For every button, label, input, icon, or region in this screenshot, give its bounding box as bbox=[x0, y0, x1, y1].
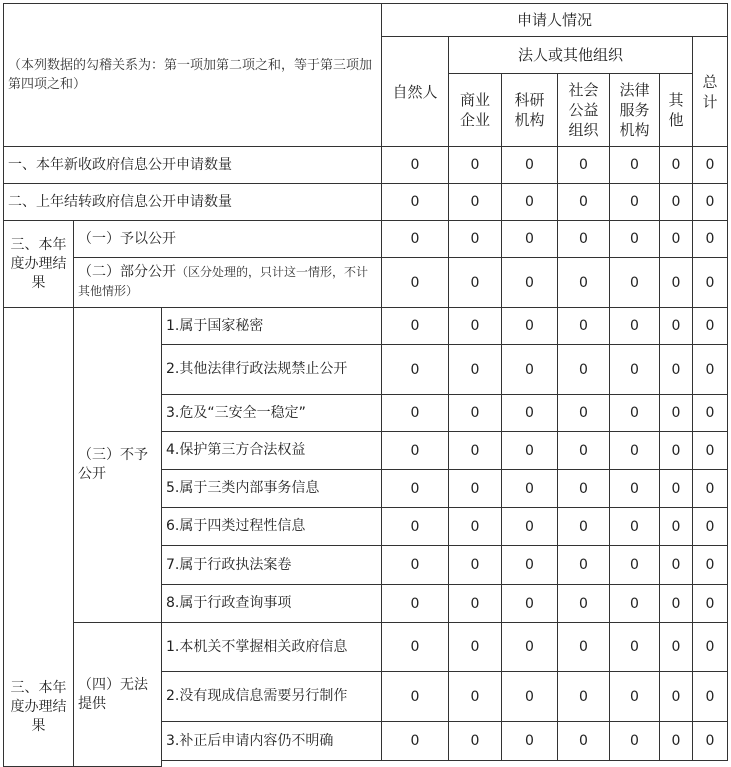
value-cell: 0 bbox=[609, 545, 660, 585]
value-cell: 0 bbox=[659, 307, 693, 345]
value-cell: 0 bbox=[501, 622, 558, 672]
row-3c5-label: 5.属于三类内部事务信息 bbox=[161, 469, 382, 508]
value-cell: 0 bbox=[381, 469, 449, 508]
value-cell: 0 bbox=[448, 220, 502, 258]
value-cell: 0 bbox=[448, 431, 502, 470]
sub3d-label: （四）无法提供 bbox=[73, 622, 162, 767]
value-cell: 0 bbox=[501, 394, 558, 432]
value-cell: 0 bbox=[448, 545, 502, 585]
header-applicant-info: 申请人情况 bbox=[381, 3, 728, 37]
value-cell: 0 bbox=[692, 220, 728, 258]
value-cell: 0 bbox=[692, 431, 728, 470]
value-cell: 0 bbox=[692, 257, 728, 308]
value-cell: 0 bbox=[448, 507, 502, 546]
value-cell: 0 bbox=[609, 671, 660, 722]
row-partial-label-main: （二）部分公开 bbox=[78, 264, 176, 280]
value-cell: 0 bbox=[381, 507, 449, 546]
value-cell: 0 bbox=[448, 469, 502, 508]
value-cell: 0 bbox=[381, 183, 449, 221]
value-cell: 0 bbox=[557, 622, 610, 672]
header-social: 社会公益组织 bbox=[557, 73, 610, 147]
value-cell: 0 bbox=[501, 307, 558, 345]
sub3c-label: （三）不予公开 bbox=[73, 307, 162, 623]
value-cell: 0 bbox=[381, 257, 449, 308]
value-cell: 0 bbox=[659, 257, 693, 308]
value-cell: 0 bbox=[381, 545, 449, 585]
value-cell: 0 bbox=[692, 622, 728, 672]
value-cell: 0 bbox=[557, 545, 610, 585]
value-cell: 0 bbox=[557, 394, 610, 432]
value-cell: 0 bbox=[501, 183, 558, 221]
row-3d1-label: 1.本机关不掌握相关政府信息 bbox=[161, 622, 382, 672]
value-cell: 0 bbox=[692, 146, 728, 184]
value-cell: 0 bbox=[659, 507, 693, 546]
row-3c2-label: 2.其他法律行政法规禁止公开 bbox=[161, 344, 382, 395]
value-cell: 0 bbox=[659, 584, 693, 623]
value-cell: 0 bbox=[448, 183, 502, 221]
value-cell: 0 bbox=[381, 721, 449, 761]
value-cell: 0 bbox=[692, 671, 728, 722]
value-cell: 0 bbox=[659, 220, 693, 258]
value-cell: 0 bbox=[609, 220, 660, 258]
header-legal-service: 法律服务机构 bbox=[609, 73, 660, 147]
value-cell: 0 bbox=[609, 394, 660, 432]
value-cell: 0 bbox=[692, 469, 728, 508]
value-cell: 0 bbox=[381, 671, 449, 722]
value-cell: 0 bbox=[557, 344, 610, 395]
value-cell: 0 bbox=[609, 584, 660, 623]
row-new-applications-label: 一、本年新收政府信息公开申请数量 bbox=[3, 146, 382, 184]
value-cell: 0 bbox=[501, 545, 558, 585]
row-3c6-label: 6.属于四类过程性信息 bbox=[161, 507, 382, 546]
value-cell: 0 bbox=[501, 431, 558, 470]
value-cell: 0 bbox=[448, 584, 502, 623]
value-cell: 0 bbox=[501, 469, 558, 508]
value-cell: 0 bbox=[501, 220, 558, 258]
value-cell: 0 bbox=[381, 431, 449, 470]
group3-label-bottom: 三、本年度办理结果 bbox=[3, 307, 74, 767]
value-cell: 0 bbox=[692, 584, 728, 623]
group3-label-top: 三、本年度办理结果 bbox=[3, 220, 74, 308]
header-total: 总计 bbox=[692, 36, 728, 147]
header-research: 科研机构 bbox=[501, 73, 558, 147]
value-cell: 0 bbox=[448, 307, 502, 345]
value-cell: 0 bbox=[692, 545, 728, 585]
value-cell: 0 bbox=[381, 146, 449, 184]
value-cell: 0 bbox=[501, 146, 558, 184]
value-cell: 0 bbox=[659, 721, 693, 761]
row-carryover-label: 二、上年结转政府信息公开申请数量 bbox=[3, 183, 382, 221]
row-3d3-label: 3.补正后申请内容仍不明确 bbox=[161, 721, 382, 761]
value-cell: 0 bbox=[448, 344, 502, 395]
value-cell: 0 bbox=[448, 622, 502, 672]
value-cell: 0 bbox=[557, 307, 610, 345]
value-cell: 0 bbox=[501, 721, 558, 761]
value-cell: 0 bbox=[501, 257, 558, 308]
value-cell: 0 bbox=[557, 507, 610, 546]
header-other: 其他 bbox=[659, 73, 693, 147]
value-cell: 0 bbox=[381, 344, 449, 395]
value-cell: 0 bbox=[659, 622, 693, 672]
value-cell: 0 bbox=[448, 721, 502, 761]
value-cell: 0 bbox=[501, 344, 558, 395]
value-cell: 0 bbox=[609, 622, 660, 672]
value-cell: 0 bbox=[381, 220, 449, 258]
row-3c7-label: 7.属于行政执法案卷 bbox=[161, 545, 382, 585]
value-cell: 0 bbox=[609, 431, 660, 470]
value-cell: 0 bbox=[381, 307, 449, 345]
value-cell: 0 bbox=[609, 344, 660, 395]
value-cell: 0 bbox=[501, 584, 558, 623]
value-cell: 0 bbox=[557, 584, 610, 623]
value-cell: 0 bbox=[448, 257, 502, 308]
value-cell: 0 bbox=[501, 507, 558, 546]
value-cell: 0 bbox=[659, 183, 693, 221]
value-cell: 0 bbox=[381, 394, 449, 432]
value-cell: 0 bbox=[609, 146, 660, 184]
value-cell: 0 bbox=[448, 146, 502, 184]
row-3d2-label: 2.没有现成信息需要另行制作 bbox=[161, 671, 382, 722]
value-cell: 0 bbox=[501, 671, 558, 722]
value-cell: 0 bbox=[659, 545, 693, 585]
row-3c8-label: 8.属于行政查询事项 bbox=[161, 584, 382, 623]
value-cell: 0 bbox=[692, 394, 728, 432]
value-cell: 0 bbox=[609, 721, 660, 761]
value-cell: 0 bbox=[692, 721, 728, 761]
value-cell: 0 bbox=[557, 220, 610, 258]
value-cell: 0 bbox=[557, 257, 610, 308]
value-cell: 0 bbox=[609, 469, 660, 508]
row-3c4-label: 4.保护第三方合法权益 bbox=[161, 431, 382, 470]
row-disclosed-label: （一）予以公开 bbox=[73, 220, 382, 258]
value-cell: 0 bbox=[659, 469, 693, 508]
value-cell: 0 bbox=[659, 394, 693, 432]
row-partial-label bbox=[73, 257, 382, 308]
value-cell: 0 bbox=[692, 307, 728, 345]
value-cell: 0 bbox=[659, 671, 693, 722]
value-cell: 0 bbox=[448, 671, 502, 722]
value-cell: 0 bbox=[557, 469, 610, 508]
row-3c1-label: 1.属于国家秘密 bbox=[161, 307, 382, 345]
value-cell: 0 bbox=[609, 307, 660, 345]
value-cell: 0 bbox=[659, 344, 693, 395]
value-cell: 0 bbox=[609, 183, 660, 221]
header-note bbox=[3, 3, 382, 147]
value-cell: 0 bbox=[609, 257, 660, 308]
header-legal-org: 法人或其他组织 bbox=[448, 36, 693, 74]
value-cell: 0 bbox=[381, 622, 449, 672]
value-cell: 0 bbox=[557, 671, 610, 722]
header-natural-person: 自然人 bbox=[381, 36, 449, 147]
header-note-text: （本列数据的勾稽关系为：第一项加第二项之和，等于第三项加第四项之和） bbox=[8, 58, 373, 92]
value-cell: 0 bbox=[692, 507, 728, 546]
value-cell: 0 bbox=[659, 146, 693, 184]
value-cell: 0 bbox=[381, 584, 449, 623]
value-cell: 0 bbox=[557, 721, 610, 761]
value-cell: 0 bbox=[448, 394, 502, 432]
value-cell: 0 bbox=[692, 183, 728, 221]
header-commercial: 商业企业 bbox=[448, 73, 502, 147]
value-cell: 0 bbox=[557, 183, 610, 221]
row-partial-sublabel: （区分处理的，只计这一情形，不计其他情形） bbox=[78, 265, 369, 298]
value-cell: 0 bbox=[659, 431, 693, 470]
value-cell: 0 bbox=[557, 431, 610, 470]
value-cell: 0 bbox=[557, 146, 610, 184]
value-cell: 0 bbox=[609, 507, 660, 546]
value-cell: 0 bbox=[692, 344, 728, 395]
row-3c3-label: 3.危及“三安全一稳定” bbox=[161, 394, 382, 432]
